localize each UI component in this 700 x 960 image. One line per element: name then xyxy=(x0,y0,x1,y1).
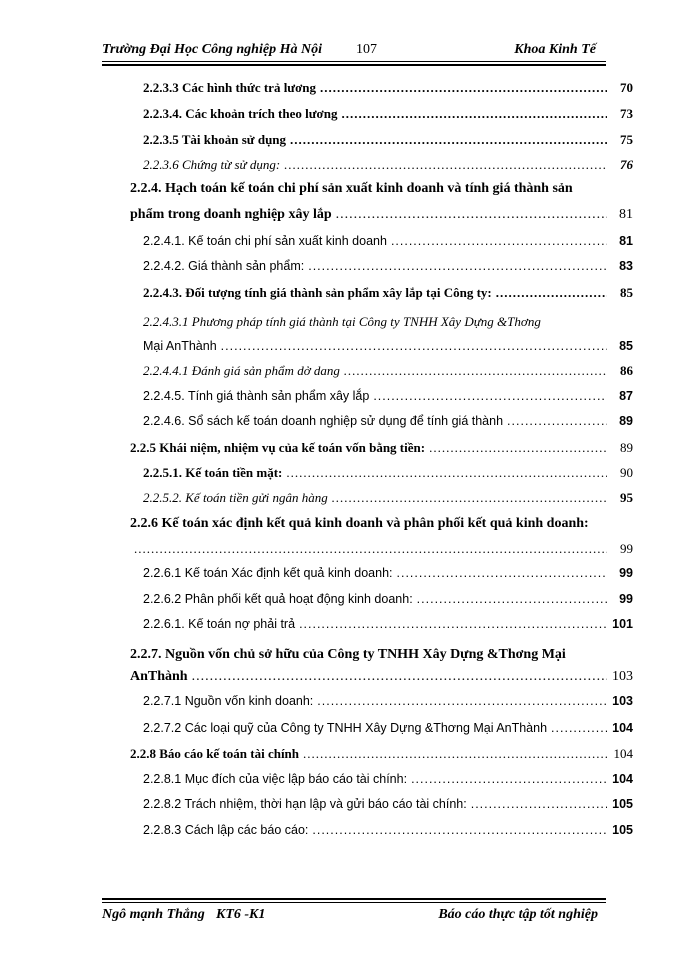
toc-entry: 2.2.4.4.1 Đánh giá sản phẩm dở dang ..... 86 xyxy=(143,363,633,383)
toc-entry: 2.2.4.1. Kế toán chi phí sản xuất kinh doanh ..... 81 xyxy=(143,234,633,254)
toc-entry: 2.2.8.3 Cách lập các báo cáo: ..... 105 xyxy=(143,823,633,843)
toc-entry: 2.2.4.6. Sổ sách kế toán doanh nghiệp sử dụng để tính giá thành ..... 89 xyxy=(143,414,633,434)
toc-entry: 2.2.4.2. Giá thành sản phẩm: ..... 83 xyxy=(143,259,633,279)
toc-entry-line1: 2.2.4. Hạch toán kế toán chi phí sản xuất kinh doanh và tính giá thành sản xyxy=(130,181,573,196)
toc-entry: 2.2.6.1. Kế toán nợ phải trả ..... 101 xyxy=(143,617,633,637)
toc-entry: 2.2.3.3 Các hình thức trả lương ..... 70 xyxy=(143,80,633,100)
toc-entry: 2.2.8.1 Mục đích của việc lập báo cáo tài chính: ..... 104 xyxy=(143,772,633,792)
footer-author: Ngô mạnh Thắng xyxy=(102,907,205,922)
toc-entry: 2.2.8.2 Trách nhiệm, thời hạn lập và gửi báo cáo tài chính: ..... 105 xyxy=(143,797,633,817)
toc-entry: AnThành ..... 103 xyxy=(130,669,633,689)
toc-entry: 2.2.3.6 Chứng từ sử dụng: ..... 76 xyxy=(143,157,633,177)
toc-entry: 2.2.5.1. Kế toán tiền mặt: ..... 90 xyxy=(143,465,633,485)
footer-class: KT6 -K1 xyxy=(216,907,266,922)
footer-rule-thick xyxy=(102,898,606,900)
toc-entry: 2.2.5 Khái niệm, nhiệm vụ của kế toán vốn bằng tiền: ..... 89 xyxy=(130,440,633,460)
toc-entry: ..... 99 xyxy=(130,541,633,561)
toc-entry: 2.2.6.2 Phân phối kết quả hoạt động kinh doanh: ..... 99 xyxy=(143,592,633,612)
footer-report-title: Báo cáo thực tập tốt nghiệp xyxy=(438,907,598,922)
toc-entry-line1: 2.2.6 Kế toán xác định kết quả kinh doanh và phân phối kết quả kinh doanh: xyxy=(130,516,589,531)
header-page-number: 107 xyxy=(356,42,377,57)
footer-rule xyxy=(102,902,606,903)
header-faculty: Khoa Kinh Tế xyxy=(514,42,596,57)
toc-entry: 2.2.7.2 Các loại quỹ của Công ty TNHH Xây Dựng &Thơng Mại AnThành ..... 104 xyxy=(143,721,633,741)
toc-entry: Mại AnThành ..... 85 xyxy=(143,339,633,359)
toc-entry-line1: 2.2.7. Nguồn vốn chủ sở hữu của Công ty TNHH Xây Dựng &Thơng Mại xyxy=(130,647,566,662)
toc-entry: 2.2.5.2. Kế toán tiền gửi ngân hàng ..... 95 xyxy=(143,490,633,510)
toc-entry: phẩm trong doanh nghiệp xây lắp ..... 81 xyxy=(130,207,633,227)
toc-entry: 2.2.3.4. Các khoản trích theo lương ..... 73 xyxy=(143,106,633,126)
toc-entry: 2.2.6.1 Kế toán Xác định kết quả kinh doanh: ..... 99 xyxy=(143,566,633,586)
toc-entry: 2.2.8 Báo cáo kế toán tài chính ..... 104 xyxy=(130,746,633,766)
toc-entry: 2.2.3.5 Tài khoản sử dụng ..... 75 xyxy=(143,132,633,152)
toc-entry: 2.2.4.5. Tính giá thành sản phẩm xây lắp ..... 87 xyxy=(143,389,633,409)
page-footer xyxy=(102,905,606,927)
toc-entry-line1: 2.2.4.3.1 Phương pháp tính giá thành tại Công ty TNHH Xây Dựng &Thơng xyxy=(143,314,541,329)
toc-entry: 2.2.7.1 Nguồn vốn kinh doanh: ..... 103 xyxy=(143,694,633,714)
header-school: Trường Đại Học Công nghiệp Hà Nội xyxy=(102,42,322,57)
toc-entry: 2.2.4.3. Đối tượng tính giá thành sản phẩm xây lắp tại Công ty: ..... 85 xyxy=(143,285,633,305)
